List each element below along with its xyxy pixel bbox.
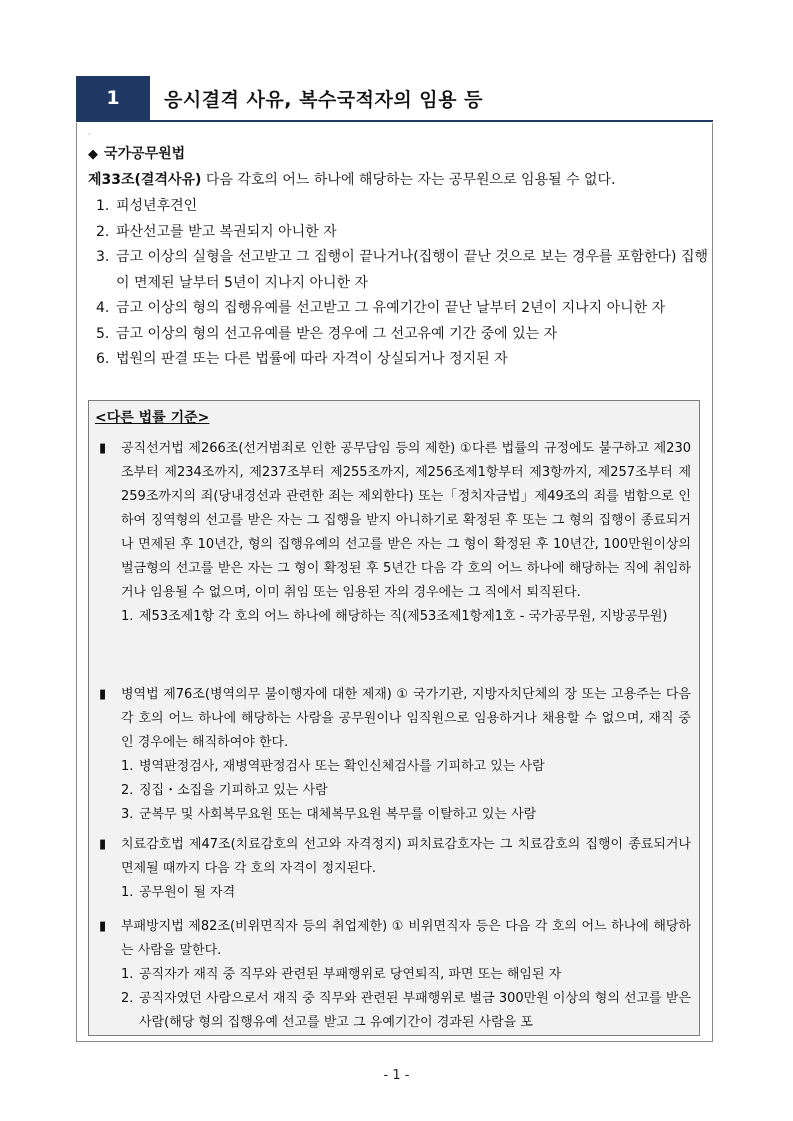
item-number: 3. bbox=[96, 249, 110, 265]
item-number: 4. bbox=[96, 300, 110, 316]
item-number: 2. bbox=[96, 223, 110, 240]
sub-number: 3. bbox=[121, 807, 134, 822]
bar-bullet-icon: ▮ bbox=[99, 687, 107, 702]
law-text: 치료감호법 제47조(치료감호의 선고와 자격정지) 피치료감호자는 그 치료감호의 집행이 종료되거나 면제될 때까지 다음 각 호의 자격이 정지된다. bbox=[121, 837, 691, 876]
list-item bbox=[96, 220, 708, 246]
law-sub-item bbox=[99, 963, 691, 987]
section-number-badge: 1 bbox=[76, 76, 150, 120]
list-item bbox=[96, 296, 708, 322]
list-item bbox=[96, 245, 708, 296]
marker-dot: · bbox=[88, 130, 91, 139]
item-text: 금고 이상의 실형을 선고받고 그 집행이 끝나거나(집행이 끝난 것으로 보는 경우를 포함한다) 집행이 면제된 날부터 5년이 지나지 아니한 자 bbox=[116, 249, 708, 291]
bar-bullet-icon: ▮ bbox=[99, 837, 107, 852]
disqualification-list bbox=[96, 194, 708, 373]
item-text: 금고 이상의 형의 집행유예를 선고받고 그 유예기간이 끝난 날부터 2년이 지나지 아니한 자 bbox=[116, 300, 666, 316]
law-sub-item bbox=[99, 755, 691, 779]
sub-number: 2. bbox=[121, 991, 134, 1006]
sub-text: 공직자였던 사람으로서 재직 중 직무와 관련된 부패행위로 벌금 300만원 이상의 형의 선고를 받은 사람(해당 형의 집행유예 선고를 받고 그 유예기간이 경과된 사람을 포 bbox=[139, 991, 691, 1030]
law-text: 부패방지법 제82조(비위면직자 등의 취업제한) ① 비위면직자 등은 다음 각 호의 어느 하나에 해당하는 사람을 말한다. bbox=[121, 919, 691, 958]
sub-number: 1. bbox=[121, 967, 134, 982]
sub-number: 1. bbox=[121, 759, 134, 774]
sub-text: 군복무 및 사회복무요원 또는 대체복무요원 복무를 이탈하고 있는 사람 bbox=[139, 807, 537, 822]
other-laws-title: <다른 법률 기준> bbox=[95, 410, 210, 426]
page-number: - 1 - bbox=[383, 1068, 410, 1083]
item-text: 피성년후견인 bbox=[116, 198, 198, 214]
bar-bullet-icon: ▮ bbox=[99, 441, 107, 456]
section-title-text: 국가공무원법 bbox=[104, 146, 186, 162]
list-item bbox=[96, 347, 708, 373]
other-laws-box bbox=[88, 400, 700, 1036]
sub-text: 공무원이 될 자격 bbox=[139, 885, 236, 900]
law-sub-item bbox=[99, 779, 691, 803]
sub-number: 1. bbox=[121, 609, 134, 624]
law-text: 공직선거법 제266조(선거범죄로 인한 공무담임 등의 제한) ①다른 법률의 규정에도 불구하고 제230조부터 제234조까지, 제237조부터 제255조까지, 제256조제1항부터 제3항까지, 제257조부터 제259조까지의 죄(당내경선과 관련한 죄는 제외한다) 또는「정치자금법」제49조의 죄를 범함으로 인하여 징역형의 선고를 받은 자는 그 집행을 받지 아니하기로 확정된 후 또는 그 형의 집행이 종료되거나 면제된 후 10년간, 형의 집행유예의 선고를 받은 자는 그 형이 확정된 후 10년간, 100만원이상의 벌금형의 선고를 받은 자는 그 형이 확정된 후 5년간 다음 각 호의 어느 하나에 해당하는 직에 취임하거나 임용될 수 없으며, 이미 취임 또는 임용된 자의 경우에는 그 직에서 퇴직된다. bbox=[121, 441, 691, 600]
list-item bbox=[96, 194, 708, 220]
article-33 bbox=[88, 169, 616, 189]
law-sub-item bbox=[99, 605, 691, 629]
law-medical-custody bbox=[99, 833, 691, 905]
article-label: 제33조(결격사유) bbox=[88, 172, 202, 188]
bar-bullet-icon: ▮ bbox=[99, 919, 107, 934]
header-divider bbox=[76, 120, 713, 122]
item-number: 5. bbox=[96, 325, 110, 342]
sub-text: 병역판정검사, 재병역판정검사 또는 확인신체검사를 기피하고 있는 사람 bbox=[139, 759, 545, 774]
item-text: 파산선고를 받고 복권되지 아니한 자 bbox=[116, 223, 337, 240]
sub-text: 제53조제1항 각 호의 어느 하나에 해당하는 직(제53조제1항제1호 - 국가공무원, 지방공무원) bbox=[139, 609, 668, 624]
item-text: 금고 이상의 형의 선고유예를 받은 경우에 그 선고유예 기간 중에 있는 자 bbox=[116, 325, 558, 342]
sub-number: 1. bbox=[121, 885, 134, 900]
sub-text: 징집・소집을 기피하고 있는 사람 bbox=[139, 783, 328, 798]
page-title: 응시결격 사유, 복수국적자의 임용 등 bbox=[164, 88, 483, 111]
sub-number: 2. bbox=[121, 783, 134, 798]
law-sub-item bbox=[99, 987, 691, 1035]
law-sub-item bbox=[99, 803, 691, 827]
law-sub-item bbox=[99, 881, 691, 905]
law-anti-corruption bbox=[99, 915, 691, 1035]
sub-text: 공직자가 재직 중 직무와 관련된 부패행위로 당연퇴직, 파면 또는 해임된 자 bbox=[139, 967, 562, 982]
law-military bbox=[99, 683, 691, 827]
item-text: 법원의 판결 또는 다른 법률에 따라 자격이 상실되거나 정지된 자 bbox=[116, 351, 508, 367]
law-election bbox=[99, 437, 691, 629]
law-text: 병역법 제76조(병역의무 불이행자에 대한 제재) ① 국가기관, 지방자치단체의 장 또는 고용주는 다음 각 호의 어느 하나에 해당하는 사람을 공무원이나 임직원으로 임용하거나 채용할 수 없으며, 재직 중인 경우에는 해직하여야 한다. bbox=[121, 687, 691, 750]
article-text: 다음 각호의 어느 하나에 해당하는 자는 공무원으로 임용될 수 없다. bbox=[201, 172, 616, 188]
diamond-icon: ◆ bbox=[88, 147, 98, 162]
list-item bbox=[96, 322, 708, 348]
section-title bbox=[88, 143, 185, 163]
item-number: 6. bbox=[96, 351, 110, 367]
item-number: 1. bbox=[96, 198, 110, 214]
